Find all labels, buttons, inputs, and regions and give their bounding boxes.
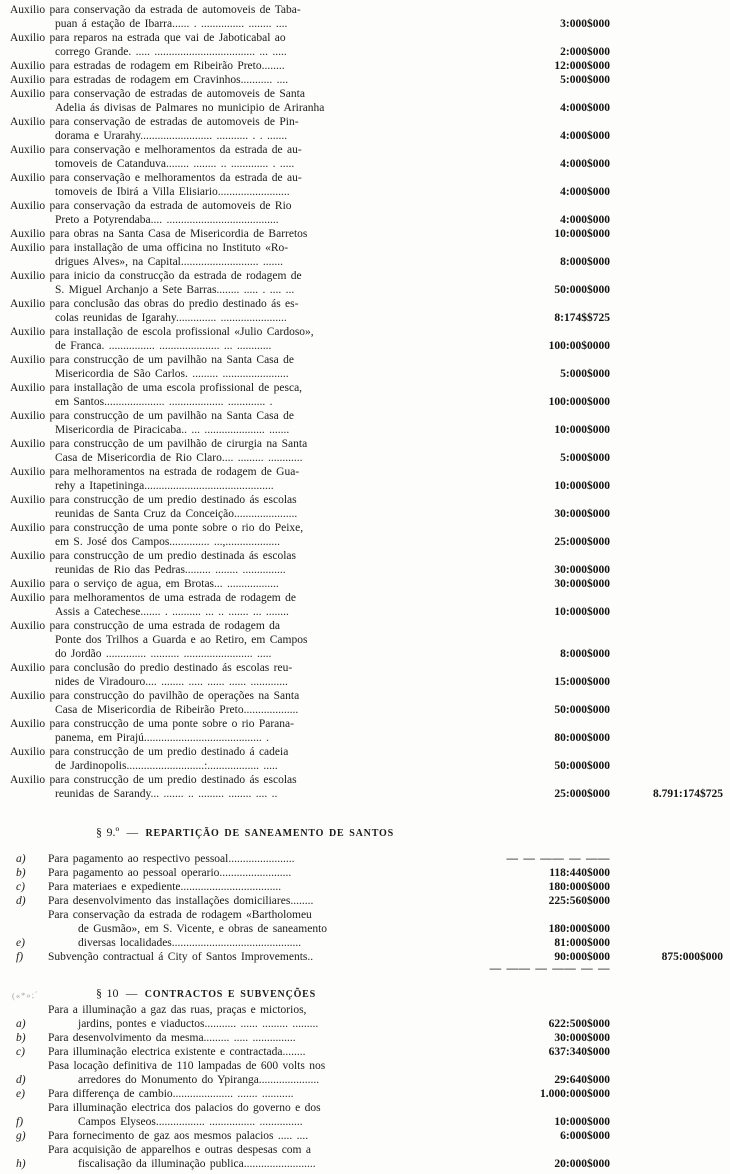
lettered-item	[10, 894, 730, 908]
appropriation-entry	[10, 493, 730, 521]
item-description: Subvenção contractual á City of Santos Improvements..	[48, 951, 314, 963]
item-description: Para differença de cambio..................... ....... ...........	[48, 1088, 294, 1100]
section-10-heading-dash: —	[125, 988, 138, 1000]
entry-amount: 10:000$000	[554, 228, 610, 240]
item-amount: 90:000$000	[554, 951, 610, 963]
item-letter: e)	[16, 937, 25, 949]
entry-amount: 80:000$000	[554, 732, 610, 744]
item-description: Para desenvolvimento da mesma......... ..... ...............	[48, 1032, 296, 1044]
entry-amount: 100:000$000	[548, 396, 610, 408]
entry-amount: 5:000$000	[560, 452, 610, 464]
item-letter: a)	[16, 853, 26, 865]
item-amounts	[455, 1045, 610, 1059]
section-9-number: § 9.º	[96, 825, 120, 839]
appropriation-entry	[10, 465, 730, 493]
entry-total: 8.791:174$725	[653, 788, 723, 800]
lettered-item	[10, 1003, 730, 1031]
entry-description: Auxilio para construcção de um pavilhão na Santa Casa de Misericordia de Piracicaba.. ... ..................... .......	[10, 410, 294, 436]
item-amounts	[455, 950, 610, 964]
entry-amount: 10:000$000	[554, 606, 610, 618]
item-letter: g)	[16, 1130, 26, 1142]
item-amounts	[455, 1157, 610, 1171]
section-10-title: CONTRACTOS E SUBVENÇÕES	[144, 989, 317, 1000]
appropriation-entry	[10, 577, 730, 591]
entry-description: Auxilio para reparos na estrada que vai de Jaboticabal ao corrego Grande. ..... ................................... ... .....	[10, 32, 287, 58]
entry-description: Auxilio para obras na Santa Casa de Misericordia de Barretos	[10, 228, 308, 240]
item-amounts	[455, 894, 610, 908]
entry-description: Auxilio para conservação e melhoramentos da estrada de au- tomoveis de Ibirá a Villa Elisiario.........................	[10, 172, 302, 198]
item-amount: 637:340$000	[548, 1046, 610, 1058]
entry-description: Auxilio para construcção de um predio destinada ás escolas reunidas de Rio das Pedras......... ........ ...............	[10, 550, 296, 576]
entry-description: Auxilio para conclusão das obras do predio destinado ás es- colas reunidas de Igarahy.............. .......................	[10, 298, 299, 324]
item-amounts	[455, 1115, 610, 1129]
item-amounts	[455, 852, 610, 866]
entry-description: Auxilio para estradas de rodagem em Ribeirão Preto........	[10, 60, 285, 72]
item-description: Para fornecimento de gaz aos mesmos palacios ..... ....	[48, 1130, 309, 1142]
item-amount: 622:500$000	[548, 1018, 610, 1030]
ink-smudge: («*»;´	[11, 989, 39, 1001]
appropriation-entry	[10, 227, 730, 241]
item-letter: f)	[16, 1116, 24, 1128]
entry-amount: 4:000$000	[560, 102, 610, 114]
item-description: Para illuminação electrica existente e contractada........	[48, 1046, 306, 1058]
item-letter: c)	[16, 1046, 25, 1058]
section-9-title: REPARTIÇÃO DE SANEAMENTO DE SANTOS	[145, 828, 394, 839]
entry-amount: 50:000$000	[554, 284, 610, 296]
item-amount: 29:640$000	[554, 1074, 610, 1086]
item-letter: b)	[16, 1032, 26, 1044]
appropriation-entry	[10, 437, 730, 465]
appropriation-entry	[10, 171, 730, 199]
entry-amount: 10:000$000	[554, 424, 610, 436]
entry-amount: 4:000$000	[560, 186, 610, 198]
appropriation-entry	[10, 297, 730, 325]
entry-amount: 3:000$000	[560, 18, 610, 30]
entry-amount: 100:00$0000	[548, 340, 610, 352]
item-description: Para illuminação electrica dos palacios do governo e dos Campos Elyseos................. ................ ...............	[48, 1102, 321, 1128]
entry-description: Auxilio para o serviço de agua, em Brotas... ..................	[10, 578, 279, 590]
section-10-heading	[11, 986, 730, 1002]
entry-description: Auxilio para installação de uma officina no Instituto «Ro- drigues Alves», na Capital........................... .......	[10, 242, 289, 268]
item-description: Para pagamento ao pessoal operario.........................	[48, 867, 292, 879]
item-amount: 6:000$000	[560, 1130, 610, 1142]
entry-description: Auxilio para construcção de um pavilhão de cirurgia na Santa Casa de Misericordia de Rio Claro.... ......... ............	[10, 438, 308, 464]
entry-amount: 30:000$000	[554, 564, 610, 576]
entry-description: Auxilio para construcção de um pavilhão na Santa Casa de Misericordia de São Carlos. ......... .......................	[10, 354, 294, 380]
lettered-item	[10, 1129, 730, 1143]
entry-description: Auxilio para construcção de um predio destinado á cadeia de Jardinopolis...........................:.................. .....	[10, 746, 289, 772]
entry-amount: 30:000$000	[554, 508, 610, 520]
entry-amount: 12:000$000	[554, 60, 610, 72]
entry-amount: 15:000$000	[554, 676, 610, 688]
entry-description: Auxilio para installação de escola profissional «Julio Cardoso», de Franca. ................ ..................... ... ............	[10, 326, 314, 352]
entry-amount: 50:000$000	[554, 760, 610, 772]
entry-description: Auxilio para conservação de estradas de automoveis de Santa Adelia ás divisas de Palmares no municipio de Ariranha	[10, 88, 325, 114]
appropriation-entry	[10, 241, 730, 269]
entry-amount: 4:000$000	[560, 214, 610, 226]
lettered-item	[10, 1087, 730, 1101]
entry-amount: 2:000$000	[560, 46, 610, 58]
entry-amount: 5:000$000	[560, 74, 610, 86]
appropriation-entry	[10, 773, 730, 801]
entry-description: Auxilio para conservação da estrada de automoveis de Rio Preto a Potyrendaba.... .......................................	[10, 200, 292, 226]
entry-description: Auxilio para conservação e melhoramentos da estrada de au- tomoveis de Catanduva........ ........ .. ............. . .....	[10, 144, 302, 170]
item-amounts	[455, 1129, 610, 1143]
item-amount: 180:000$000	[548, 881, 610, 893]
item-amount: 20:000$000	[554, 1158, 610, 1170]
item-description: Para materiaes e expediente...................................	[48, 881, 282, 893]
appropriation-entry	[10, 661, 730, 689]
entry-description: Auxilio para conservação de estradas de automoveis de Pin- dorama e Urarahy......................... ........... . . .......	[10, 116, 299, 142]
appropriation-entry	[10, 549, 730, 577]
item-total: 875:000$000	[661, 951, 723, 963]
item-description: Para a illuminação a gaz das ruas, praças e mictorios, jardins, pontes e viaductos........... ...... ......... .........	[48, 1004, 319, 1030]
item-amount: 10:000$000	[554, 1116, 610, 1128]
entry-amount: 25:000$000	[554, 788, 610, 800]
appropriation-entry	[10, 87, 730, 115]
item-amount: 118:440$000	[549, 867, 610, 879]
item-amounts	[455, 880, 610, 894]
item-letter: c)	[16, 881, 25, 893]
entry-description: Auxilio para construcção de uma ponte sobre o rio do Peixe, em S. José dos Campos.............. ...,...................	[10, 522, 304, 548]
dashed-rule: — —— — —— — —	[489, 963, 610, 975]
item-amount: 225:560$000	[548, 895, 610, 907]
entry-description: Auxilio para melhoramentos na estrada de rodagem de Gua- rehy a Itapetininga.............................................	[10, 466, 300, 492]
appropriation-entry	[10, 521, 730, 549]
lettered-item	[10, 866, 730, 880]
appropriation-entry	[10, 73, 730, 87]
entry-description: Auxilio para construcção de um predio destinado ás escolas reunidas de Sarandy... ....... .. ......... ........ .... ..	[10, 774, 297, 800]
appropriation-entry	[10, 325, 730, 353]
item-description: Para acquisição de apparelhos e outras despesas com a fiscalisação da illuminação publica.........................	[48, 1144, 316, 1170]
section-10-items	[10, 1003, 730, 1171]
appropriation-entry	[10, 269, 730, 297]
item-amounts	[455, 866, 610, 880]
appropriation-entry	[10, 143, 730, 171]
lettered-item	[10, 880, 730, 894]
entry-description: Auxilio para conclusão do predio destinado ás escolas reu- nides de Viradouro.... ........ ..... ...... ...... .............	[10, 662, 293, 688]
entry-amount: 8:174$$725	[554, 312, 610, 324]
entry-description: Auxilio para construcção de uma estrada de rodagem da Ponte dos Trilhos a Guarda e ao Retiro, em Campos do Jordão .............. .......... ........................ .....	[10, 620, 308, 660]
item-amounts	[455, 1087, 610, 1101]
appropriation-entry	[10, 619, 730, 661]
lettered-item	[10, 950, 730, 964]
item-description: Para desenvolvimento das installações domiciliares........	[48, 895, 314, 907]
lettered-item	[10, 852, 730, 866]
appropriation-entry	[10, 689, 730, 717]
entry-description: Auxilio para construcção do pavilhão de operações na Santa Casa de Misericordia de Ribeirão Preto...................	[10, 690, 300, 716]
appropriation-entry	[10, 717, 730, 745]
item-letter: b)	[16, 867, 26, 879]
entry-amount: 10:000$000	[554, 480, 610, 492]
lettered-item	[10, 908, 730, 950]
entry-amount: 8:000$000	[560, 256, 610, 268]
item-amounts	[455, 922, 610, 950]
appropriation-entry	[10, 745, 730, 773]
entry-description: Auxilio para installação de uma escola profissional de pesca, em Santos..................... ................... ............. .	[10, 382, 303, 408]
item-amount: 1.000:000$000	[540, 1088, 610, 1100]
item-letter: f)	[16, 951, 24, 963]
section-9-closing-rule-row	[10, 963, 610, 975]
item-amount: 180:000$000	[548, 923, 610, 935]
lettered-item	[10, 1101, 730, 1129]
entry-amount: 25:000$000	[554, 536, 610, 548]
appropriation-entry	[10, 59, 730, 73]
item-amounts	[455, 1073, 610, 1087]
appropriation-entry	[10, 381, 730, 409]
item-letter: a)	[16, 1018, 26, 1030]
entry-description: Auxilio para inicio da construcção da estrada de rodagem de S. Miguel Archanjo a Sete Barras........ ..... . .... ...	[10, 270, 302, 296]
appropriation-entry	[10, 3, 730, 31]
item-letter: d)	[16, 1074, 26, 1086]
appropriation-entry	[10, 353, 730, 381]
section-9-heading	[96, 825, 730, 841]
appropriation-entry	[10, 115, 730, 143]
lettered-item	[10, 1031, 730, 1045]
appropriation-entry	[10, 591, 730, 619]
main-appropriations-list	[10, 3, 730, 801]
entry-description: Auxilio para conservação da estrada de automoveis de Taba- puan á estação de Ibarra...... . ............... ........ ....	[10, 4, 301, 30]
appropriation-entry	[10, 409, 730, 437]
section-9-items	[10, 852, 730, 964]
item-letter: d)	[16, 895, 26, 907]
entry-description: Auxilio para construcção de uma ponte sobre o rio Parana- panema, em Pirajú......................................... .	[10, 718, 294, 744]
item-description: Para conservação da estrada de rodagem «Bartholomeu de Gusmão», em S. Vicente, e obras de saneamento diversas localidades.............................................	[48, 909, 328, 949]
entry-amount: 50:000$000	[554, 704, 610, 716]
appropriation-entry	[10, 31, 730, 59]
lettered-item	[10, 1045, 730, 1059]
lettered-item	[10, 1059, 730, 1087]
section-9-heading-dash: —	[126, 827, 139, 839]
item-amount: — — —— — ——	[506, 853, 610, 865]
item-description: Para pagamento ao respectivo pessoal.......................	[48, 853, 295, 865]
item-letter: e)	[16, 1088, 25, 1100]
item-amount: 30:000$000	[554, 1032, 610, 1044]
entry-amount: 5:000$000	[560, 368, 610, 380]
appropriation-entry	[10, 199, 730, 227]
item-description: Pasa locação definitiva de 110 lampadas de 600 volts nos arredores do Monumento do Ypiranga.....................	[48, 1060, 326, 1086]
entry-description: Auxilio para construcção de um predio destinado ás escolas reunidas de Santa Cruz da Conceição......................	[10, 494, 298, 520]
item-amounts	[455, 1031, 610, 1045]
entry-amount: 8:000$000	[560, 648, 610, 660]
item-amount: 81:000$000	[554, 937, 610, 949]
item-letter: h)	[16, 1158, 26, 1170]
entry-description: Auxilio para melhoramentos de uma estrada de rodagem de Assis a Catechese....... . .......... ... .. ....... ... ........	[10, 592, 296, 618]
entry-amount: 30:000$000	[554, 578, 610, 590]
lettered-item	[10, 1143, 730, 1171]
section-10-number: § 10	[96, 986, 119, 1000]
entry-description: Auxilio para estradas de rodagem em Cravinhos........... ....	[10, 74, 289, 86]
entry-amount: 4:000$000	[560, 158, 610, 170]
item-amounts	[455, 1017, 610, 1031]
entry-amount: 4:000$000	[560, 130, 610, 142]
